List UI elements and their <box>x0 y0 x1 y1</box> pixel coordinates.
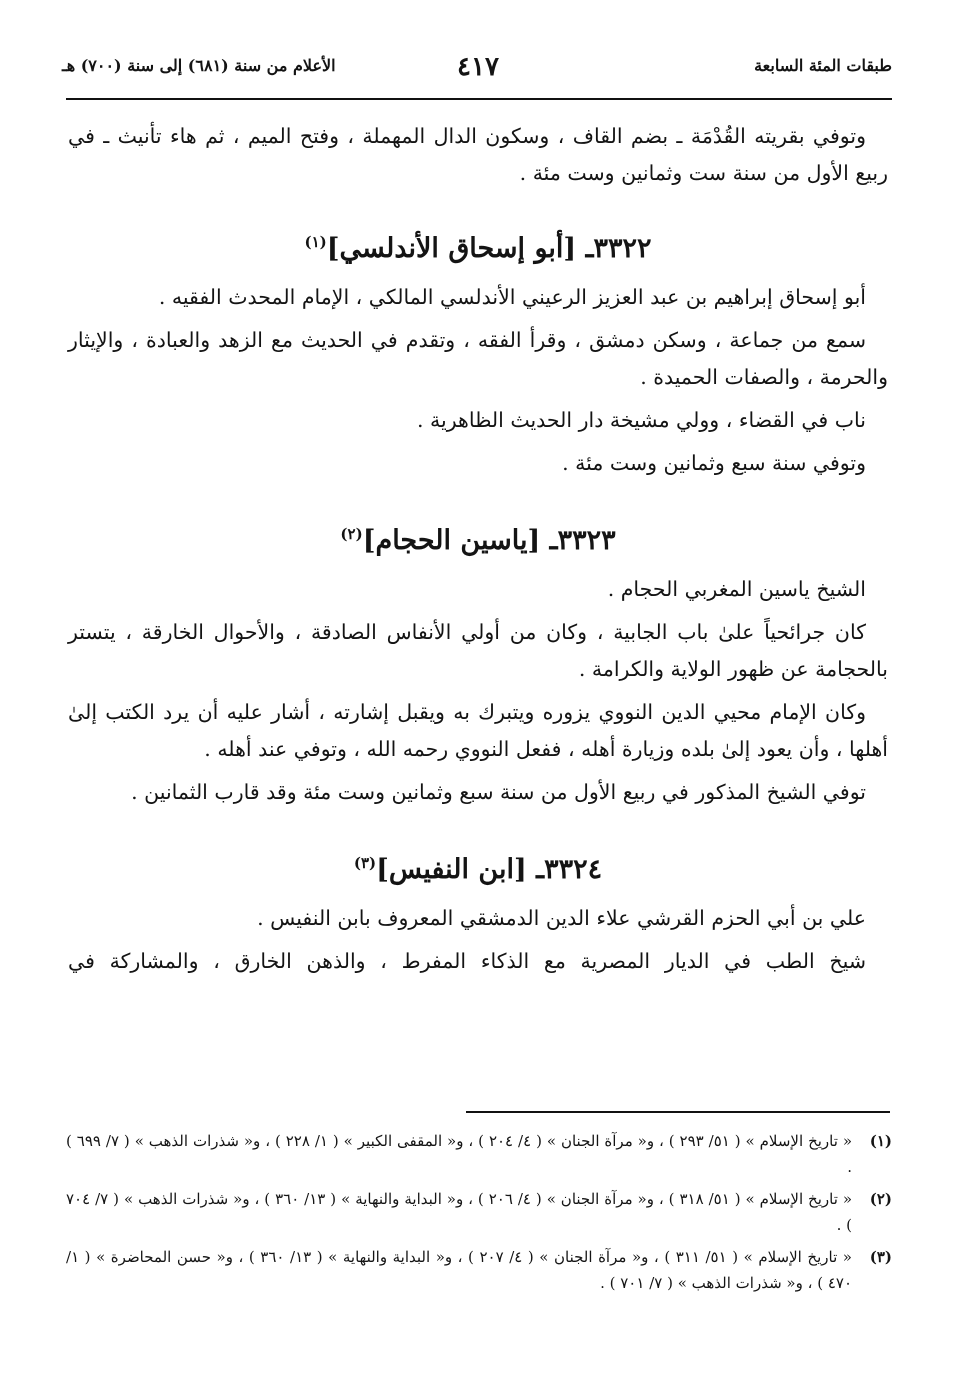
entry-heading <box>68 514 888 561</box>
entry-paragraph: توفي الشيخ المذكور في ربيع الأول من سنة سبع وثمانين وست مئة وقد قارب الثمانين . <box>131 780 866 804</box>
footnote-ref: (٢) <box>340 525 363 543</box>
entry-paragraph: ناب في القضاء ، وولي مشيخة دار الحديث الظاهرية . <box>416 408 866 432</box>
entry-paragraph: الشيخ ياسين المغربي الحجام . <box>607 577 866 601</box>
footnote-number: (١) <box>869 1132 892 1150</box>
entry-paragraph: شيخ الطب في الديار المصرية مع الذكاء المفرط ، والذهن الخارق ، والمشاركة في <box>68 949 866 973</box>
entry-title: ٣٣٢٤ـ [ابن النفيس] <box>376 854 603 885</box>
entry-3323 <box>68 514 888 811</box>
entry-title: ٣٣٢٢ـ [أبو إسحاق الأندلسي] <box>326 233 652 264</box>
intro-paragraph: وتوفي بقريته القُدْمَة ـ بضم القاف ، وسكون الدال المهملة ، وفتح الميم ، ثم هاء تأنيث ـ في ربيع الأول من سنة ست وثمانين وست مئة . <box>68 124 888 185</box>
running-header-section-title: طبقات المئة السابعة <box>754 56 892 75</box>
footnotes <box>66 1128 892 1302</box>
entry-paragraph: وتوفي سنة سبع وثمانين وست مئة . <box>562 451 866 475</box>
footnote-ref: (٣) <box>353 854 377 872</box>
entry-heading <box>68 222 888 269</box>
entry-paragraph: كان جرائحياً علىٰ باب الجابية ، وكان من أولي الأنفاس الصادقة ، والأحوال الخارقة ، يتستر بالحجامة عن ظهور الولاية والكرامة . <box>68 620 888 681</box>
footnote-ref: (١) <box>304 233 327 251</box>
entry-3322 <box>68 222 888 482</box>
footnote-text: « تاريخ الإسلام » ( ٥١/ ٣١١ ) ، و« مرآة الجنان » ( ٤/ ٢٠٧ ) ، و« البداية والنهاية » ( ١٣/ ٣٦٠ ) ، و« حسن المحاضرة » ( ١/ ٤٧٠ ) ، و« شذرات الذهب » ( ٧/ ٧٠١ ) . <box>66 1248 852 1292</box>
entry-heading <box>68 843 888 890</box>
footnote <box>66 1186 892 1238</box>
header-rule <box>66 98 892 100</box>
footnote-number: (٢) <box>869 1190 892 1208</box>
entry-paragraph: سمع من جماعة ، وسكن دمشق ، وقرأ الفقه ، وتقدم في الحديث مع الزهد والعبادة ، والإيثار والحرمة ، والصفات الحميدة . <box>68 328 888 389</box>
page-body <box>68 118 888 980</box>
entry-paragraph: وكان الإمام محيي الدين النووي يزوره ويتبرك به ويقبل إشارته ، أشار عليه أن يرد الكتب إلىٰ أهلها ، وأن يعود إلىٰ بلده وزيارة أهله ، ففعل النووي رحمه الله ، وتوفي عند أهله . <box>68 700 888 761</box>
entry-title: ٣٣٢٣ـ [ياسين الحجام] <box>362 525 616 556</box>
page-number: ٤١٧ <box>457 52 499 82</box>
footnote <box>66 1128 892 1180</box>
entry-paragraph: علي بن أبي الحزم القرشي علاء الدين الدمشقي المعروف بابن النفيس . <box>257 906 866 930</box>
footnote-text: « تاريخ الإسلام » ( ٥١/ ٢٩٣ ) ، و« مرآة الجنان » ( ٤/ ٢٠٤ ) ، و« المقفى الكبير » ( ١/ ٢٢٨ ) ، و« شذرات الذهب » ( ٧/ ٦٩٩ ) . <box>66 1132 853 1176</box>
running-header-year-range: الأعلام من سنة (٦٨١) إلى سنة (٧٠٠) هـ <box>62 56 336 75</box>
footnote-number: (٣) <box>869 1248 892 1266</box>
footnote-separator <box>466 1111 890 1113</box>
entry-paragraph: أبو إسحاق إبراهيم بن عبد العزيز الرعيني الأندلسي المالكي ، الإمام المحدث الفقيه . <box>158 285 866 309</box>
footnote-text: « تاريخ الإسلام » ( ٥١/ ٣١٨ ) ، و« مرآة الجنان » ( ٤/ ٢٠٦ ) ، و« البداية والنهاية » ( ١٣/ ٣٦٠ ) ، و« شذرات الذهب » ( ٧/ ٧٠٤ ) . <box>66 1190 853 1234</box>
footnote <box>66 1244 892 1296</box>
entry-3324 <box>68 843 888 980</box>
